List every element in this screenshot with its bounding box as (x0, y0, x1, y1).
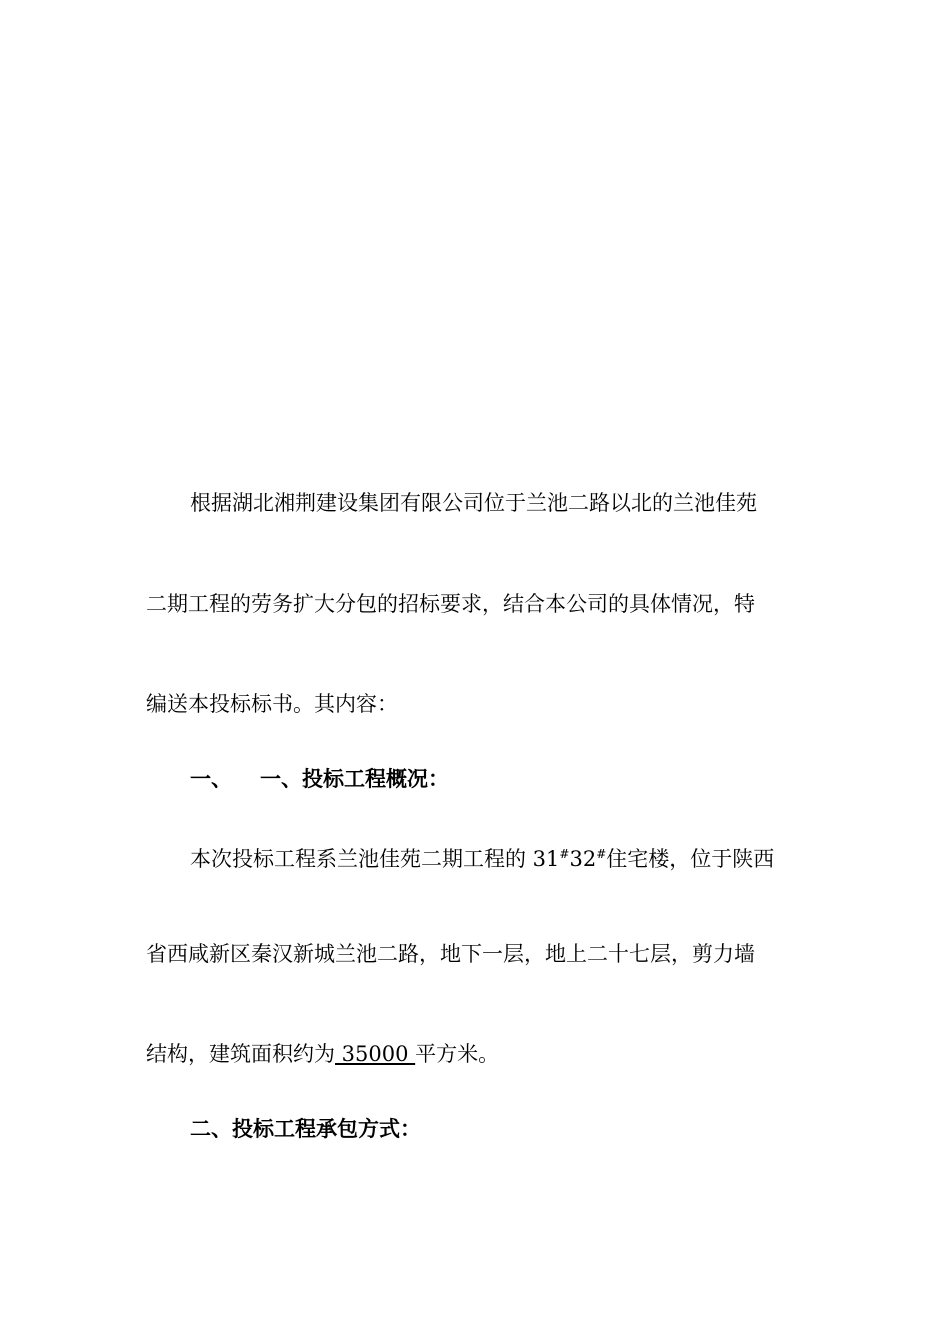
heading-1-text: 一、投标工程概况： (260, 766, 449, 791)
heading-2: 二、投标工程承包方式： (190, 1116, 421, 1141)
paragraph-1-line-3: 编送本投标标书。其内容： (146, 692, 398, 716)
building-area-value: 35000 (335, 1042, 416, 1066)
heading-1-number: 一、 (190, 766, 232, 791)
building-number-mark-1: # (559, 847, 570, 861)
paragraph-2-line-1 (190, 839, 774, 874)
paragraph-2-line-2: 省西咸新区秦汉新城兰池二路，地下一层，地上二十七层，剪力墙 (146, 942, 755, 966)
paragraph-1-line-1: 根据湖北湘荆建设集团有限公司位于兰池二路以北的兰池佳苑 (190, 491, 757, 515)
building-number-32: 32 (569, 847, 597, 871)
paragraph-2-line-1-end: 住宅楼，位于陕西 (606, 847, 775, 871)
paragraph-1-line-2: 二期工程的劳务扩大分包的招标要求，结合本公司的具体情况，特 (146, 592, 755, 616)
heading-1 (190, 764, 449, 794)
paragraph-2-line-1-start: 本次投标工程系兰池佳苑二期工程的 31 (190, 847, 560, 871)
building-number-mark-2: # (596, 847, 607, 861)
paragraph-2-line-3-start: 结构，建筑面积约为 (146, 1042, 335, 1066)
paragraph-2-line-3-end: 平方米。 (415, 1042, 500, 1066)
paragraph-2-line-3 (146, 1039, 499, 1069)
